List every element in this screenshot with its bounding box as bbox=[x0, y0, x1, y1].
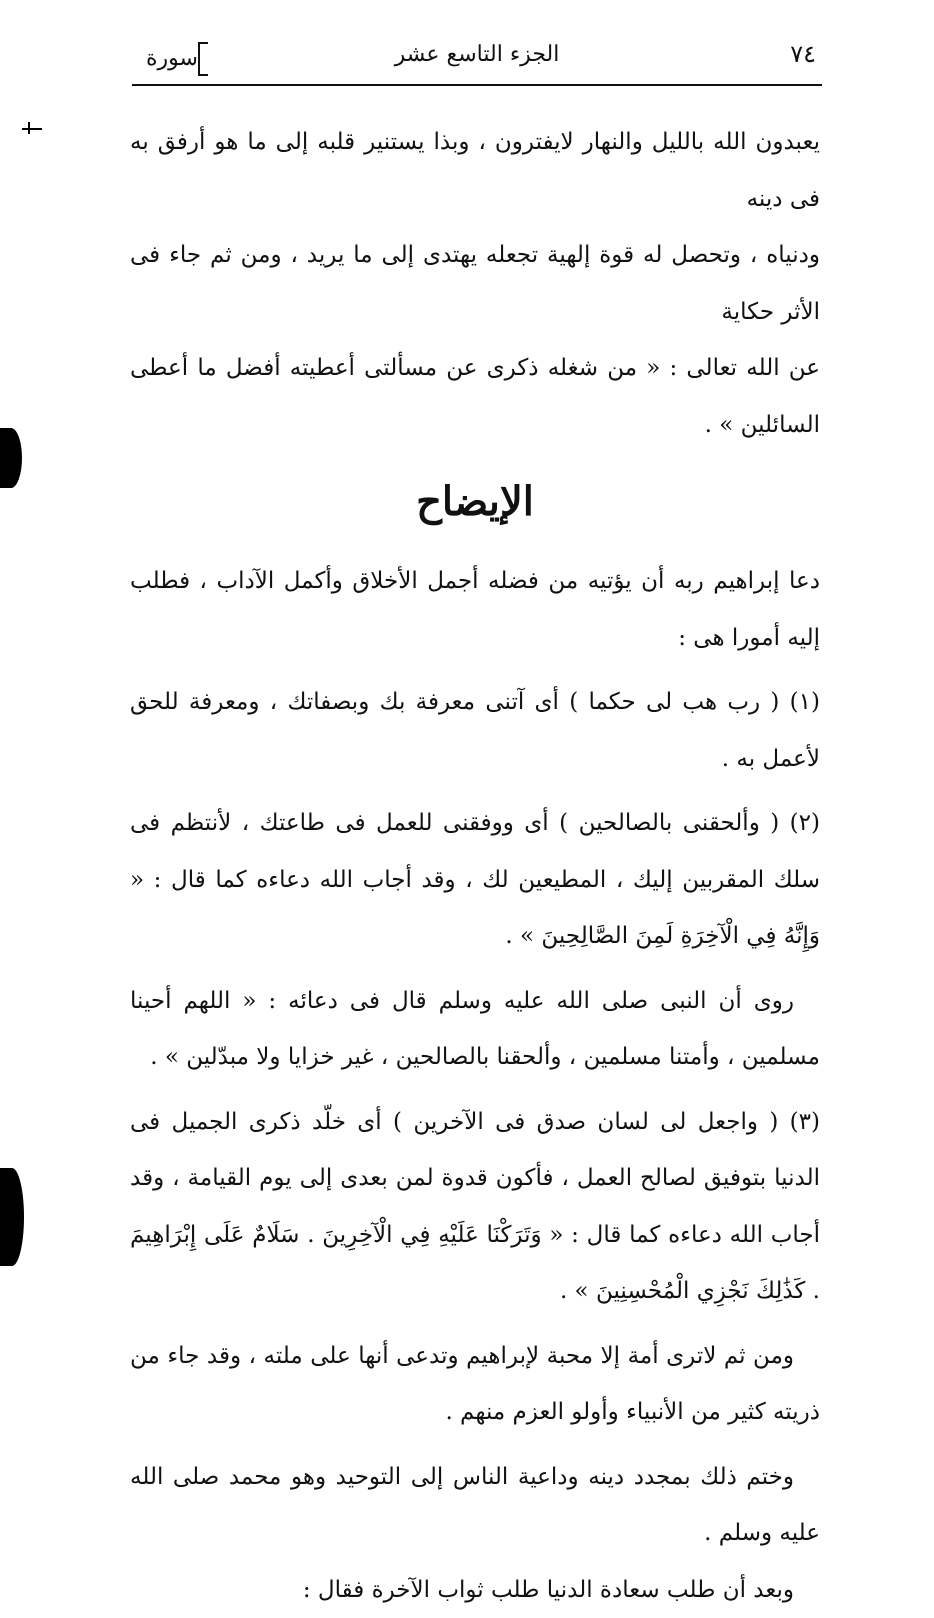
paragraph: وختم ذلك بمجدد دينه وداعية الناس إلى التوحيد وهو محمد صلى الله عليه وسلم . bbox=[130, 1449, 820, 1562]
intro-line: عن الله تعالى : « من شغله ذكرى عن مسألتى أعطيته أفضل ما أعطى السائلين » . bbox=[130, 340, 820, 453]
surah-label-text: سورة bbox=[146, 46, 198, 71]
paragraph: ومن ثم لاترى أمة إلا محبة لإبراهيم وتدعى أنها على ملته ، وقد جاء من ذريته كثير من الأنبياء وأولو العزم منهم . bbox=[130, 1328, 820, 1441]
scan-artifact bbox=[0, 428, 22, 488]
part-title: الجزء التاسع عشر bbox=[132, 42, 822, 67]
paragraph: (٢) ( وألحقنى بالصالحين ) أى ووفقنى للعمل فى طاعتك ، لأنتظم فى سلك المقربين إليك ، المطيعين لك ، وقد أجاب الله دعاءه كما قال : « وَإِنَّهُ فِي الْآخِرَةِ لَمِنَ الصَّالِحِينَ » . bbox=[130, 795, 820, 965]
intro-line: ودنياه ، وتحصل له قوة إلهية تجعله يهتدى إلى ما يريد ، ومن ثم جاء فى الأثر حكاية bbox=[130, 227, 820, 340]
section-title: الإيضاح bbox=[130, 457, 820, 547]
paragraph: (٣) ( واجعل لى لسان صدق فى الآخرين ) أى خلّد ذكرى الجميل فى الدنيا بتوفيق لصالح العمل ، فأكون قدوة لمن بعدى إلى يوم القيامة ، وقد أجاب الله دعاءه كما قال : « وَتَرَكْنَا عَلَيْهِ فِي الْآخِرِينَ . سَلَامٌ عَلَى إِبْرَاهِيمَ . كَذَٰلِكَ نَجْزِي الْمُحْسِنِينَ » . bbox=[130, 1094, 820, 1320]
page-header bbox=[132, 38, 822, 78]
paragraph: وبعد أن طلب سعادة الدنيا طلب ثواب الآخرة فقال : bbox=[130, 1562, 820, 1618]
page-body bbox=[130, 114, 820, 1618]
margin-mark bbox=[28, 122, 30, 134]
paragraph: روى أن النبى صلى الله عليه وسلم قال فى دعائه : « اللهم أحينا مسلمين ، وأمتنا مسلمين ، وألحقنا بالصالحين ، غير خزايا ولا مبدّلين » . bbox=[130, 973, 820, 1086]
scan-artifact bbox=[0, 1168, 24, 1266]
margin-mark bbox=[22, 128, 42, 130]
header-rule bbox=[132, 84, 822, 86]
intro-line: يعبدون الله بالليل والنهار لايفترون ، وبذا يستنير قلبه إلى ما هو أرفق به فى دينه bbox=[130, 114, 820, 227]
paragraph: (١) ( رب هب لى حكما ) أى آتنى معرفة بك وبصفاتك ، ومعرفة للحق لأعمل به . bbox=[130, 674, 820, 787]
paragraph: دعا إبراهيم ربه أن يؤتيه من فضله أجمل الأخلاق وأكمل الآداب ، فطلب إليه أمورا هى : bbox=[130, 553, 820, 666]
page-number: ٧٤ bbox=[790, 40, 816, 68]
